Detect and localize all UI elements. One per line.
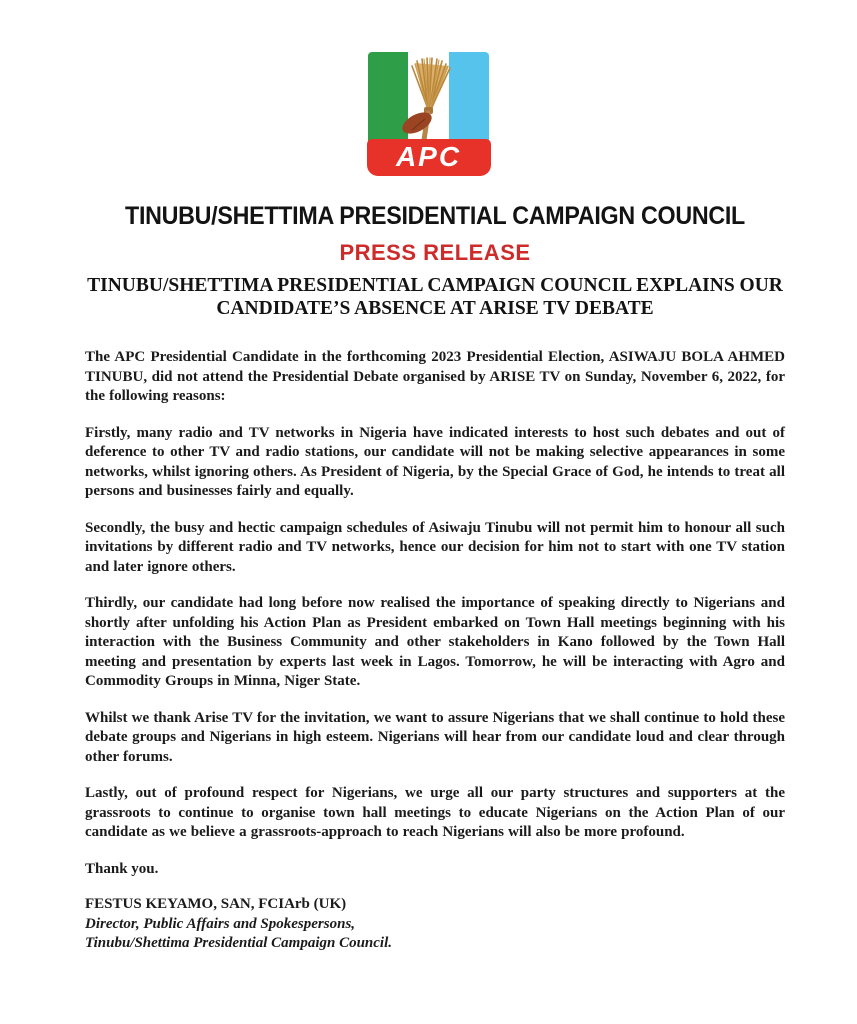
- signatory-role: Director, Public Affairs and Spokespersons,: [85, 915, 356, 932]
- body-paragraph: Firstly, many radio and TV networks in Nigeria have indicated interests to host such debates and out of deference to other TV and radio stations, our candidate will not be making selective appearances in some networks, whilst ignoring others. As President of Nigeria, by the Special Grace of God, he intends to treat all persons and businesses fairly and equally.: [85, 424, 785, 499]
- subtitle-line-1: TINUBU/SHETTIMA PRESIDENTIAL CAMPAIGN COUNCIL EXPLAINS OUR: [87, 275, 783, 296]
- apc-wordmark: APC: [395, 140, 462, 172]
- subtitle: [85, 274, 785, 320]
- subtitle-line-2: CANDIDATE’S ABSENCE AT ARISE TV DEBATE: [216, 298, 654, 319]
- signatory-organization: Tinubu/Shettima Presidential Campaign Council.: [85, 935, 393, 951]
- body-text: [85, 348, 785, 879]
- closing-line: Thank you.: [85, 860, 159, 877]
- apc-logo: [367, 52, 491, 176]
- body-paragraph: Thirdly, our candidate had long before now realised the importance of speaking directly to Nigerians and shortly after unfolding his Action Plan as President embarked on Town Hall meetings beginning with his interaction with the Business Community and other stakeholders in Kano followed by the Town Hall meeting and presentation by experts last week in Lagos. Tomorrow, he will be interacting with Agro and Commodity Groups in Minna, Niger State.: [85, 595, 785, 689]
- broom-icon: [368, 53, 490, 140]
- signature-block: [85, 895, 785, 954]
- document-content: [0, 202, 857, 954]
- signatory-name: FESTUS KEYAMO, SAN, FCIArb (UK): [85, 896, 347, 912]
- main-title: TINUBU/SHETTIMA PRESIDENTIAL CAMPAIGN COUNCIL: [125, 202, 745, 230]
- body-paragraph: Whilst we thank Arise TV for the invitation, we want to assure Nigerians that we shall continue to hold these debate groups and Nigerians in high esteem. Nigerians will hear from our candidate loud and clear through other forums.: [85, 709, 785, 765]
- press-release-heading: PRESS RELEASE: [339, 240, 531, 265]
- body-paragraph: The APC Presidential Candidate in the forthcoming 2023 Presidential Election, ASIWAJU BOLA AHMED TINUBU, did not attend the Presidential Debate organised by ARISE TV on Sunday, November 6, 2022, for the following reasons:: [85, 349, 785, 404]
- body-paragraph: Lastly, out of profound respect for Nigerians, we urge all our party structures and supporters at the grassroots to continue to organise town hall meetings to educate Nigerians on the Action Plan of our candidate as we believe a grassroots-approach to reach Nigerians will also be more profound.: [85, 785, 785, 840]
- body-paragraph: Secondly, the busy and hectic campaign schedules of Asiwaju Tinubu will not permit him to honour all such invitations by different radio and TV networks, hence our decision for him not to start with one TV station and later ignore others.: [85, 519, 785, 575]
- apc-red-banner: [367, 139, 491, 176]
